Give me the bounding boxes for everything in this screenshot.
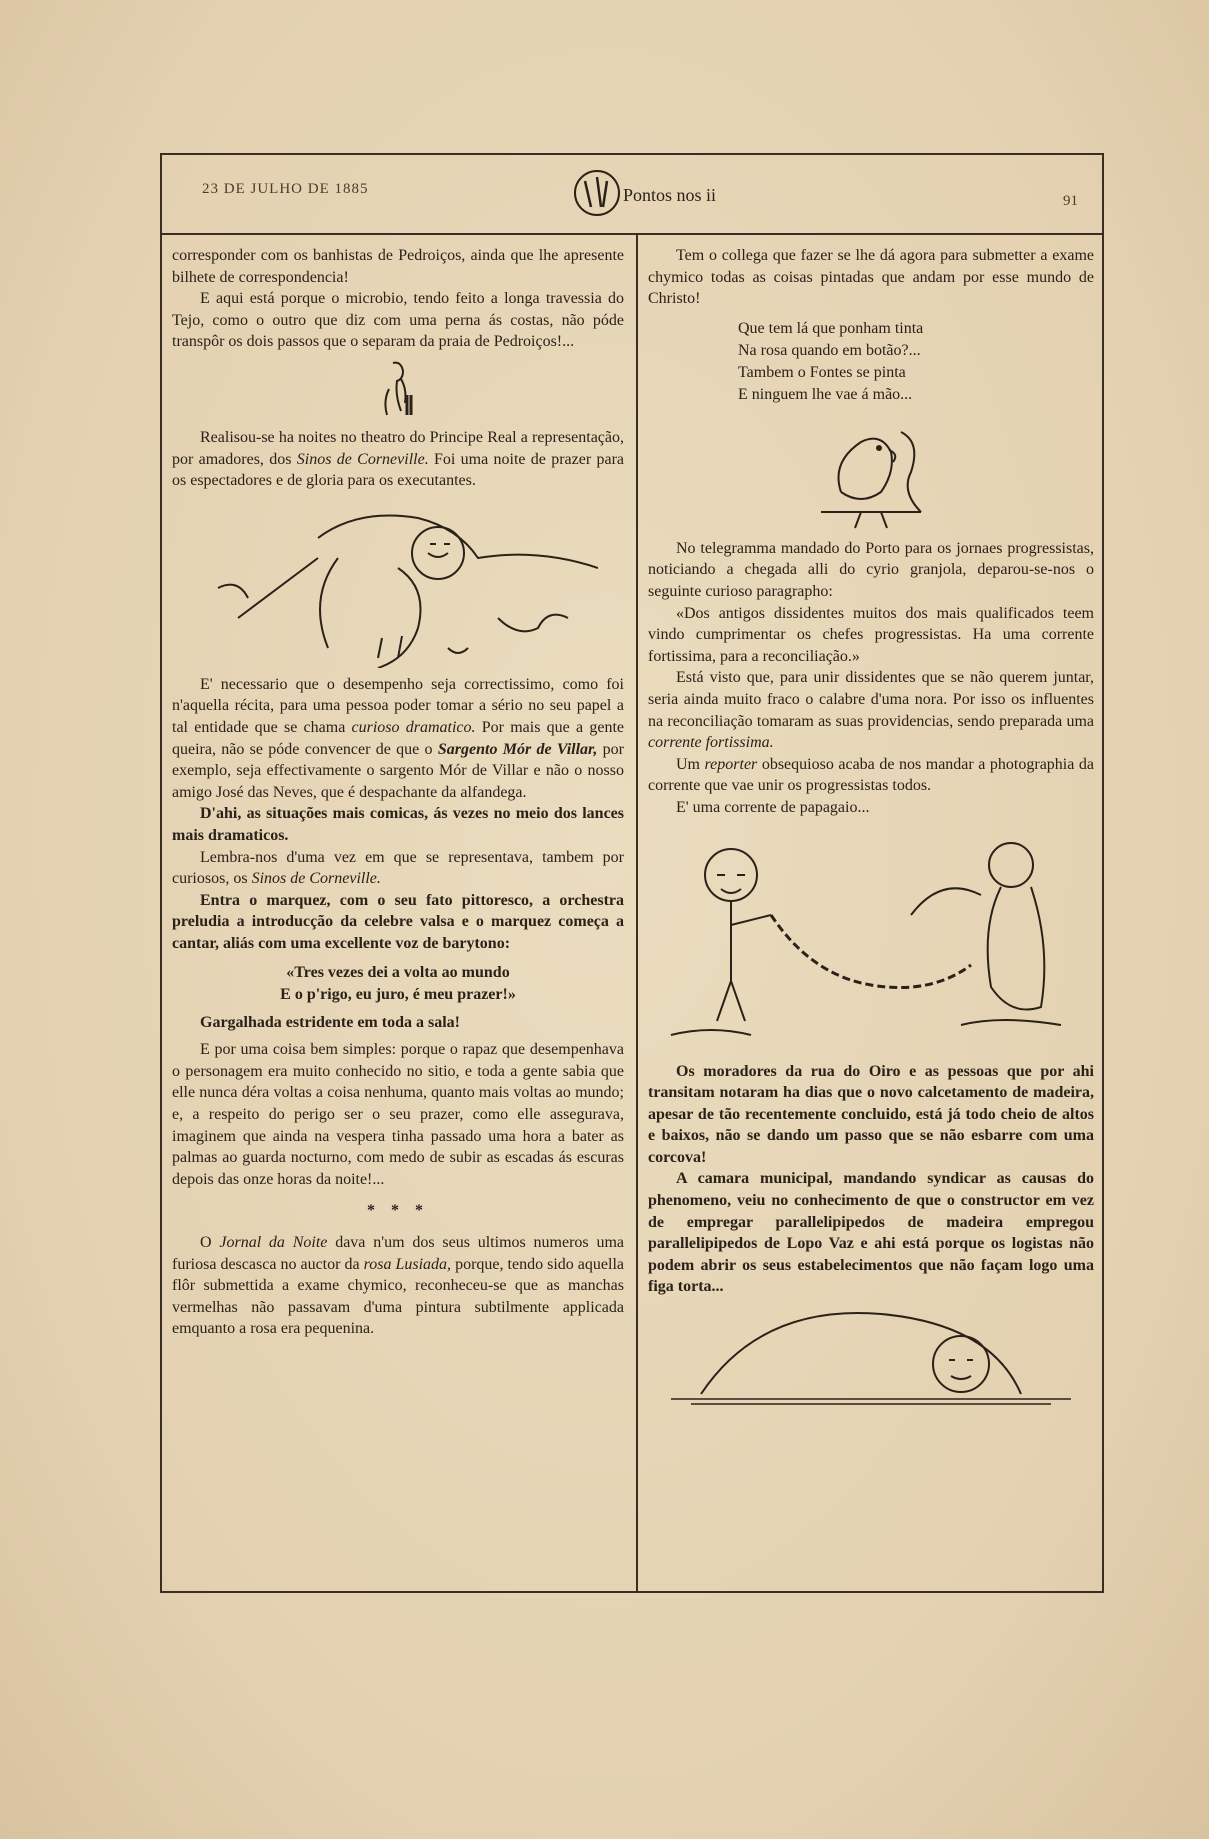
text: Um (676, 755, 705, 773)
paragraph (172, 427, 624, 492)
right-column (648, 245, 1094, 1420)
text: E' necessario que o desempenho seja correctissimo, como foi n'aquella récita, para uma pessoa poder tomar a sério no seu papel a tal entidade que se chama (172, 675, 624, 736)
text: Está visto que, para unir dissidentes que se não querem juntar, seria ainda muito fraco o calabre d'uma nora. Por isso os influentes na reconciliação tomaram as suas providencias, sendo preparada uma (648, 669, 1094, 730)
text: Realisou-se ha noites no theatro do Principe Real a representação, por amadores, dos (172, 428, 624, 468)
emphasis: reporter (704, 755, 758, 773)
paragraph: Tem o collega que fazer se lhe dá agora para submetter a exame chymico todas as coisas pintadas que andam por esse mundo de Christo! (648, 247, 1094, 308)
song-verse: «Tres vezes dei a volta ao mundo (286, 964, 510, 982)
text: por exemplo, seja effectivamente o sargento Mór de Villar e não o nosso amigo José das Neves, que é despachante da alfandega. (172, 740, 625, 801)
paragraph: Os moradores da rua do Oiro e as pessoas que por ahi transitam notaram ha dias que o novo calcetamento de madeira, apesar de tão recentemente concluido, está já todo cheio de altos e baixos, não se dando um passo que se não esbarre com uma corcova! (648, 1062, 1094, 1166)
paragraph (172, 847, 624, 890)
paragraph: E por uma coisa bem simples: porque o rapaz que desempenhava o personagem era muito conhecido no sitio, e toda a gente sabia que elle nunca déra voltas a coisa nenhuma, quanto mais voltas ao mundo; e, a respeito do perigo ser o seu prazer, como elle assegurava, imaginem que ainda na vespera tinha passado uma hora a bater as palmas ao guarda nocturno, com medo de subir as escadas ás escuras depois das onze horas da noite!... (172, 1041, 624, 1188)
paragraph (172, 674, 624, 804)
masthead-text: Pontos nos ii (623, 185, 717, 205)
poem-line: E ninguem lhe vae á mão... (738, 385, 913, 403)
paragraph: E' uma corrente de papagaio... (676, 798, 870, 816)
play-title: Sinos de Corneville. (251, 870, 381, 888)
section-separator: * * * (367, 1202, 429, 1220)
emphasis: curioso dramatico. (351, 718, 476, 736)
play-title: Sinos de Corneville. (296, 450, 429, 468)
paragraph: No telegramma mandado do Porto para os jornaes progressistas, noticiando a chegada alli do cyrio granjola, deparou-se-nos o seguinte curioso paragrapho: (648, 539, 1094, 600)
paragraph: «Dos antigos dissidentes muitos dos mais qualificados teem vindo cumprimentar os chefes progressistas. Ha uma corrente fortissima, para a reconciliação.» (648, 604, 1094, 665)
emphasis: rosa Lusiada, (363, 1255, 452, 1273)
parrot-illustration (801, 412, 941, 532)
text: dava n'um dos seus ultimos numeros uma furiosa descasca no auctor da (172, 1234, 624, 1273)
page-number: 91 (1063, 193, 1078, 209)
page-frame (160, 153, 1104, 1593)
column-divider (636, 235, 638, 1591)
emphasis: corrente fortissima. (648, 734, 774, 752)
poem-line: Que tem lá que ponham tinta (738, 319, 924, 337)
issue-date: 23 DE JULHO DE 1885 (202, 181, 369, 197)
figure-illustration (363, 359, 433, 421)
text: Lembra-nos d'uma vez em que se representava, tambem por curiosos, os (172, 848, 624, 888)
poem-line: Tambem o Fontes se pinta (738, 363, 906, 381)
newspaper-name: Jornal da Noite (219, 1234, 328, 1251)
paragraph: E aqui está porque o microbio, tendo feito a longa travessia do Tejo, como o outro que diz com uma perna ás costas, não póde transpôr os dois passos que o separam da praia de Pedroiços!... (172, 290, 624, 351)
text: obsequioso acaba de nos mandar a photographia da corrente que vae unir os progressistas todos. (648, 755, 1094, 795)
song-verse: E o p'rigo, eu juro, é meu prazer!» (280, 986, 516, 1004)
text: Por mais que a gente queira, não se póde convencer de que o (172, 718, 625, 758)
emphasis: Sargento Mór de Villar, (437, 740, 598, 758)
paragraph (648, 754, 1094, 797)
text: O (200, 1234, 220, 1251)
masthead-logo (567, 163, 717, 223)
paragraph: A camara municipal, mandando syndicar as causas do phenomeno, veiu no conhecimento de que o constructor em vez de empregar parallelipipedos de madeira empregou parallelipipedos de Lopo Vaz e ahi está porque os logistas não podem abrir os seus estabelecimentos que não façam logo uma figa torta... (648, 1170, 1094, 1296)
paragraph (172, 1232, 624, 1340)
hunchback-caricature-illustration (661, 1304, 1081, 1414)
poem-line: Na rosa quando em botão?... (738, 341, 921, 359)
text: Foi uma noite de prazer para os espectadores e de gloria para os executantes. (172, 450, 625, 490)
paragraph: Entra o marquez, com o seu fato pittoresco, a orchestra preludia a introducção da celebre valsa e o marquez começa a cantar, aliás com uma excellente voz de barytono: (172, 891, 624, 952)
paragraph: D'ahi, as situações mais comicas, ás vezes no meio dos lances mais dramaticos. (172, 805, 624, 844)
page-header (162, 155, 1102, 235)
paragraph: corresponder com os banhistas de Pedroiços, ainda que lhe apresente bilhete de correspondencia! (172, 247, 624, 286)
paragraph: Gargalhada estridente em toda a sala! (200, 1013, 460, 1031)
left-column (172, 245, 624, 1340)
text: porque, tendo sido aquella flôr submettida a exame chymico, reconheceu-se que as manchas vermelhas não passavam d'uma pintura subtilmente applicada emquanto a rosa era pequenina. (172, 1255, 625, 1338)
chain-caricature-illustration (661, 825, 1081, 1055)
paragraph (648, 667, 1094, 753)
actor-caricature-illustration (198, 498, 598, 668)
